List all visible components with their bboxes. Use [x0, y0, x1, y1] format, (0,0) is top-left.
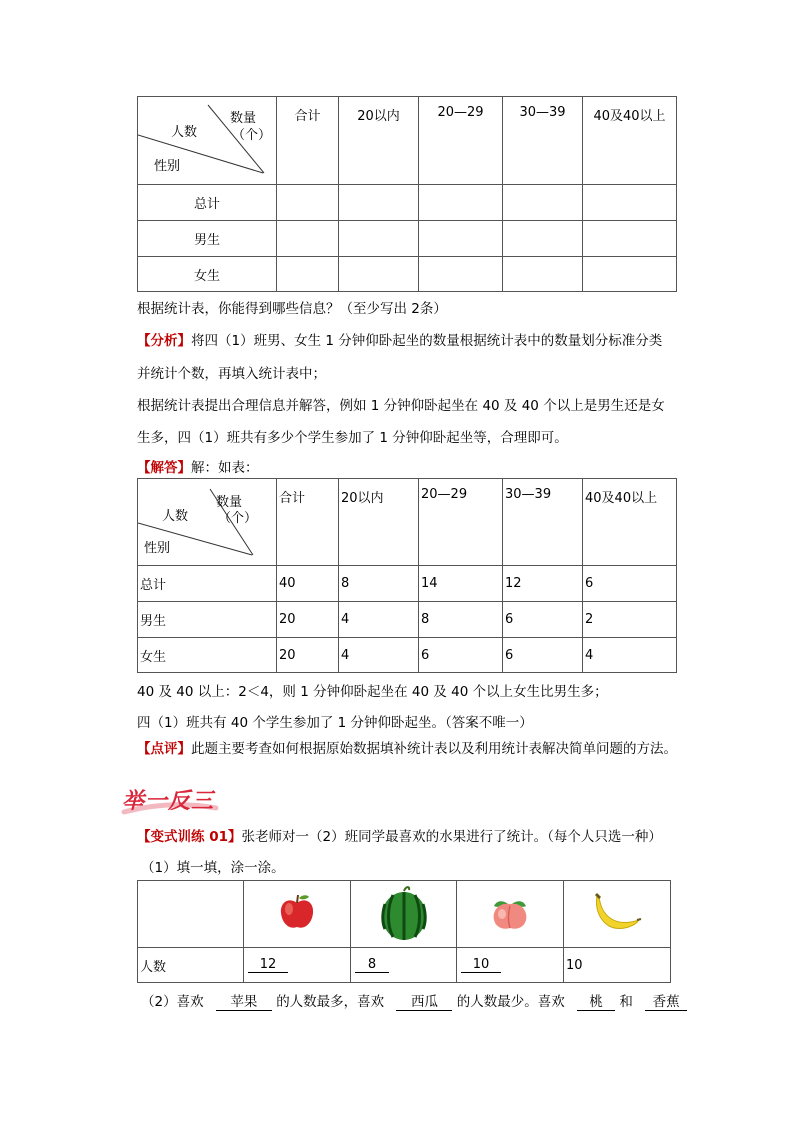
- analysis-line-1: [137, 329, 662, 349]
- diagonal-header-cell: [138, 97, 277, 185]
- col-header: 20—29: [419, 479, 503, 566]
- row-label: 总计: [138, 185, 277, 221]
- analysis-line-2: 并统计个数，再填入统计表中；: [137, 366, 326, 382]
- table-cell: 6: [503, 638, 583, 673]
- sub2-text: 的人数最多，喜欢: [276, 994, 385, 1010]
- diag-people-label: 人数: [162, 509, 189, 524]
- count-cell: [351, 948, 457, 983]
- table-row: [138, 566, 677, 602]
- row-label: 男生: [138, 221, 277, 257]
- sub-question-2: [141, 990, 687, 1011]
- question-text: 根据统计表，你能得到哪些信息？（至少写出 2条）: [137, 301, 447, 317]
- blank-cell[interactable]: [583, 257, 677, 292]
- table-cell: 20: [277, 638, 339, 673]
- table-cell: 2: [583, 602, 677, 638]
- col-header: 20以内: [339, 97, 419, 185]
- answer-tag: 【解答】: [137, 460, 191, 476]
- col-header: 30—39: [503, 479, 583, 566]
- diag-people-label: 人数: [171, 125, 198, 140]
- col-header: 合计: [277, 479, 339, 566]
- col-header: 合计: [277, 97, 339, 185]
- analysis-line-3: 根据统计表提出合理信息并解答，例如 1 分钟仰卧起坐在 40 及 40 个以上是男生还是女: [137, 398, 665, 414]
- section-logo-text: 举一反三: [122, 788, 215, 814]
- table-cell: 4: [339, 602, 419, 638]
- table-cell: 40: [277, 566, 339, 602]
- count-answer: 10: [461, 957, 501, 973]
- blank-cell[interactable]: [277, 221, 339, 257]
- fruit-cell: [351, 881, 457, 948]
- peach-icon: [488, 892, 532, 932]
- count-cell: [457, 948, 564, 983]
- analysis-tag: 【分析】: [137, 333, 191, 349]
- sub2-text: 和: [619, 994, 633, 1010]
- table-cell: 8: [419, 602, 503, 638]
- comment-text: 此题主要考查如何根据原始数据填补统计表以及利用统计表解决简单问题的方法。: [191, 741, 677, 757]
- blank-cell[interactable]: [277, 185, 339, 221]
- table-cell: 6: [583, 566, 677, 602]
- count-cell: [244, 948, 351, 983]
- blank-cell[interactable]: [339, 185, 419, 221]
- answer-blank: 苹果: [216, 995, 272, 1011]
- conclusion-line-1: 40 及 40 以上：2＜4，则 1 分钟仰卧起坐在 40 及 40 个以上女生比男生多；: [137, 684, 608, 700]
- blank-cell[interactable]: [583, 185, 677, 221]
- col-header: 20以内: [339, 479, 419, 566]
- exercise-text: 张老师对一（2）班同学最喜欢的水果进行了统计。（每个人只选一种）: [241, 829, 662, 845]
- blank-cell[interactable]: [503, 185, 583, 221]
- row-label: 女生: [138, 257, 277, 292]
- blank-cell[interactable]: [583, 221, 677, 257]
- blank-cell[interactable]: [503, 221, 583, 257]
- diag-quantity-label: 数量: [230, 111, 257, 126]
- table-cell: 14: [419, 566, 503, 602]
- count-answer: 12: [248, 957, 288, 973]
- diag-quantity-label: 数量: [216, 495, 243, 510]
- fruit-cell: [564, 881, 671, 948]
- diag-gender-label: 性别: [154, 159, 181, 174]
- watermelon-icon: [379, 882, 429, 942]
- col-header: 20—29: [419, 97, 503, 185]
- blank-cell[interactable]: [419, 257, 503, 292]
- fruit-table: [137, 880, 671, 983]
- answer-text: 解：如表：: [191, 460, 259, 476]
- count-answer: 8: [355, 957, 389, 973]
- answer-blank: 香蕉: [645, 995, 687, 1011]
- table-cell: 4: [583, 638, 677, 673]
- col-header: 40及40以上: [583, 479, 677, 566]
- col-header: 40及40以上: [583, 97, 677, 185]
- comment-tag: 【点评】: [137, 741, 191, 757]
- blank-cell[interactable]: [419, 185, 503, 221]
- sub2-text: 的人数最少。喜欢: [456, 994, 565, 1010]
- section-logo: [120, 782, 220, 818]
- conclusion-line-2: 四（1）班共有 40 个学生参加了 1 分钟仰卧起坐。（答案不唯一）: [137, 715, 533, 731]
- blank-cell[interactable]: [277, 257, 339, 292]
- empty-corner-cell: [138, 881, 244, 948]
- diag-unit-label: （个）: [232, 128, 272, 143]
- answer-blank: 桃: [577, 995, 615, 1011]
- blank-cell[interactable]: [503, 257, 583, 292]
- table-cell: 6: [419, 638, 503, 673]
- table-cell: 8: [339, 566, 419, 602]
- diag-gender-label: 性别: [144, 541, 171, 556]
- comment-line: [137, 737, 677, 757]
- exercise-line: [137, 825, 662, 845]
- blank-cell[interactable]: [339, 257, 419, 292]
- table-row: [138, 638, 677, 673]
- apple-icon: [277, 892, 317, 932]
- answer-blank: 西瓜: [396, 995, 452, 1011]
- row-label: 人数: [138, 948, 244, 983]
- table-cell: 12: [503, 566, 583, 602]
- blank-statistics-table: [137, 96, 677, 292]
- table-cell: 20: [277, 602, 339, 638]
- fruit-cell: [244, 881, 351, 948]
- analysis-line-4: 生多，四（1）班共有多少个学生参加了 1 分钟仰卧起坐等，合理即可。: [137, 430, 568, 446]
- blank-cell[interactable]: [419, 221, 503, 257]
- row-label: 总计: [138, 566, 277, 602]
- banana-icon: [591, 890, 643, 934]
- blank-cell[interactable]: [339, 221, 419, 257]
- fruit-cell: [457, 881, 564, 948]
- diag-unit-label: （个）: [218, 511, 258, 526]
- sub2-text: （2）喜欢: [141, 994, 204, 1010]
- answer-line: [137, 456, 259, 476]
- table-cell: 4: [339, 638, 419, 673]
- diagonal-header-cell: [138, 479, 277, 566]
- row-label: 男生: [138, 602, 277, 638]
- exercise-tag: 【变式训练 01】: [137, 829, 242, 845]
- count-cell: 10: [564, 948, 671, 983]
- sub-question-1: （1）填一填，涂一涂。: [141, 860, 285, 876]
- table-row: [138, 602, 677, 638]
- analysis-text: 将四（1）班男、女生 1 分钟仰卧起坐的数量根据统计表中的数量划分标准分类: [191, 333, 663, 349]
- row-label: 女生: [138, 638, 277, 673]
- col-header: 30—39: [503, 97, 583, 185]
- answer-statistics-table: [137, 478, 677, 673]
- table-cell: 6: [503, 602, 583, 638]
